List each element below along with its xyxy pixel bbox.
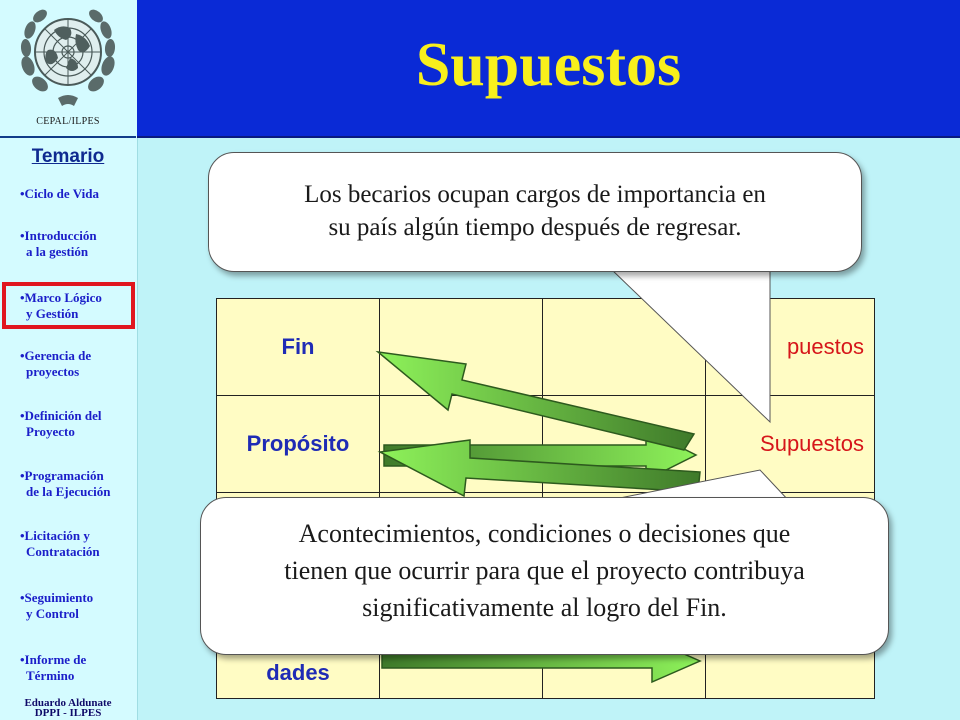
- row-label-fin: Fin: [217, 299, 380, 396]
- menu-item-label: •Licitación y: [20, 528, 90, 543]
- menu-item-label-line2: Proyecto: [26, 424, 75, 439]
- menu-item-label: •Ciclo de Vida: [20, 186, 99, 201]
- callout-example: [208, 152, 862, 272]
- slide-title: Supuestos: [415, 31, 682, 99]
- row-label-actividades: dades: [217, 590, 380, 699]
- menu-item-label: •Gerencia de: [20, 348, 92, 363]
- callout-definition-line2: tienen que ocurrir para que el proyecto contribuya: [284, 556, 805, 585]
- menu-item-label: •Introducción: [20, 228, 97, 243]
- menu-heading[interactable]: Temario: [31, 146, 105, 167]
- menu-item-label-line2: de la Ejecución: [26, 484, 111, 499]
- callout-example-line2: su país algún tiempo después de regresar.: [328, 214, 742, 241]
- menu-item-label-line2: a la gestión: [26, 244, 89, 259]
- callout-definition: [200, 497, 889, 655]
- menu-item-label: •Programación: [20, 468, 104, 483]
- menu-item-label-line2: proyectos: [26, 364, 80, 379]
- callout-definition-line3: significativamente al logro del Fin.: [362, 593, 727, 622]
- author-name: Eduardo Aldunate: [24, 697, 112, 709]
- menu-item-label-line2: y Control: [26, 606, 79, 621]
- callout-example-line1: Los becarios ocupan cargos de importancia en: [304, 181, 766, 208]
- callout-definition-line1: Acontecimientos, condiciones o decisiones que: [298, 519, 791, 548]
- author-unit: DPPI - ILPES: [34, 707, 102, 719]
- callout-top-tail: [610, 268, 770, 422]
- menu-item-label-line2: Término: [26, 668, 75, 683]
- assumption-cell-fin: puestos: [706, 299, 875, 396]
- menu-item-label: •Marco Lógico: [20, 290, 102, 305]
- menu-item-label-line2: y Gestión: [26, 306, 79, 321]
- menu-item-label-line2: Contratación: [26, 544, 100, 559]
- row-label-proposito: Propósito: [217, 396, 380, 493]
- org-label: CEPAL/ILPES: [36, 116, 100, 127]
- menu-item-label: •Seguimiento: [20, 590, 94, 605]
- menu-item-label: •Informe de: [20, 652, 87, 667]
- menu-item-label: •Definición del: [20, 408, 102, 423]
- assumption-cell-proposito: Supuestos: [706, 396, 875, 493]
